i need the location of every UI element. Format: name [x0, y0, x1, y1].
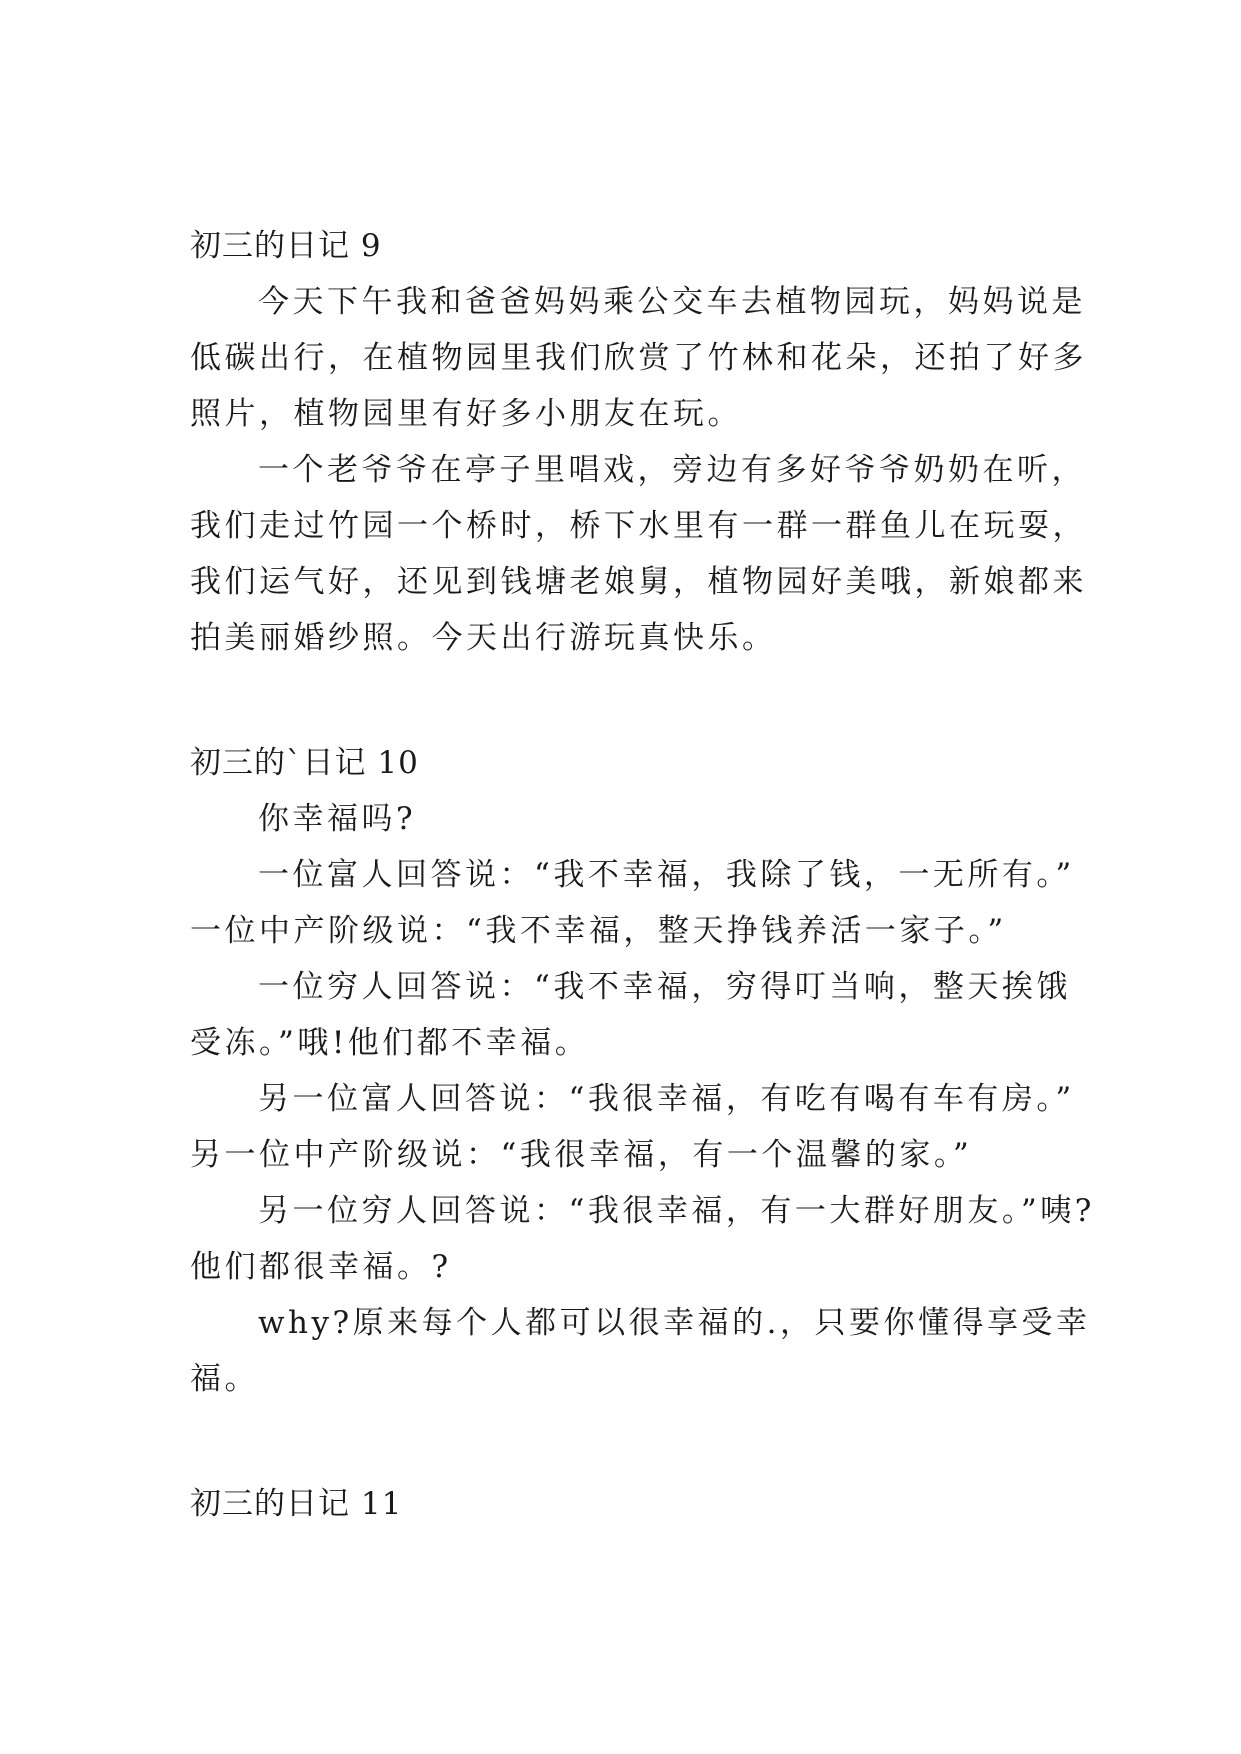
entry-title-11: 初三的日记 11: [190, 1486, 403, 1522]
entry-10-line-4: 一位穷人回答说：“我不幸福，穷得叮当响，整天挨饿: [258, 969, 1071, 1005]
entry-9-line-5: 我们走过竹园一个桥时，桥下水里有一群一群鱼儿在玩耍，: [190, 508, 1087, 544]
entry-10-line-3: 一位中产阶级说：“我不幸福，整天挣钱养活一家子。”: [190, 913, 1007, 949]
entry-title-9: 初三的日记 9: [190, 228, 382, 264]
entry-10-line-5: 受冻。”哦!他们都不幸福。: [190, 1025, 590, 1061]
entry-9-line-4: 一个老爷爷在亭子里唱戏，旁边有多好爷爷奶奶在听，: [258, 452, 1086, 488]
entry-9-line-1: 今天下午我和爸爸妈妈乘公交车去植物园玩，妈妈说是: [258, 284, 1086, 320]
entry-9-line-2: 低碳出行，在植物园里我们欣赏了竹林和花朵，还拍了好多: [190, 340, 1087, 376]
entry-10-line-8: 另一位穷人回答说：“我很幸福，有一大群好朋友。”咦?: [258, 1193, 1095, 1229]
entry-10-line-6: 另一位富人回答说：“我很幸福，有吃有喝有车有房。”: [258, 1081, 1075, 1117]
entry-10-line-1: 你幸福吗?: [258, 801, 417, 837]
entry-10-line-7: 另一位中产阶级说：“我很幸福，有一个温馨的家。”: [190, 1137, 973, 1173]
entry-title-10: 初三的`日记 10: [190, 745, 419, 781]
entry-10-line-11: 福。: [190, 1361, 259, 1397]
entry-10-line-2: 一位富人回答说：“我不幸福，我除了钱，一无所有。”: [258, 857, 1075, 893]
entry-9-line-7: 拍美丽婚纱照。今天出行游玩真快乐。: [190, 620, 777, 656]
entry-9-line-3: 照片，植物园里有好多小朋友在玩。: [190, 396, 742, 432]
entry-9-line-6: 我们运气好，还见到钱塘老娘舅，植物园好美哦，新娘都来: [190, 564, 1087, 600]
entry-10-line-9: 他们都很幸福。?: [190, 1249, 452, 1285]
entry-10-line-10: why?原来每个人都可以很幸福的.，只要你懂得享受幸: [258, 1305, 1091, 1341]
